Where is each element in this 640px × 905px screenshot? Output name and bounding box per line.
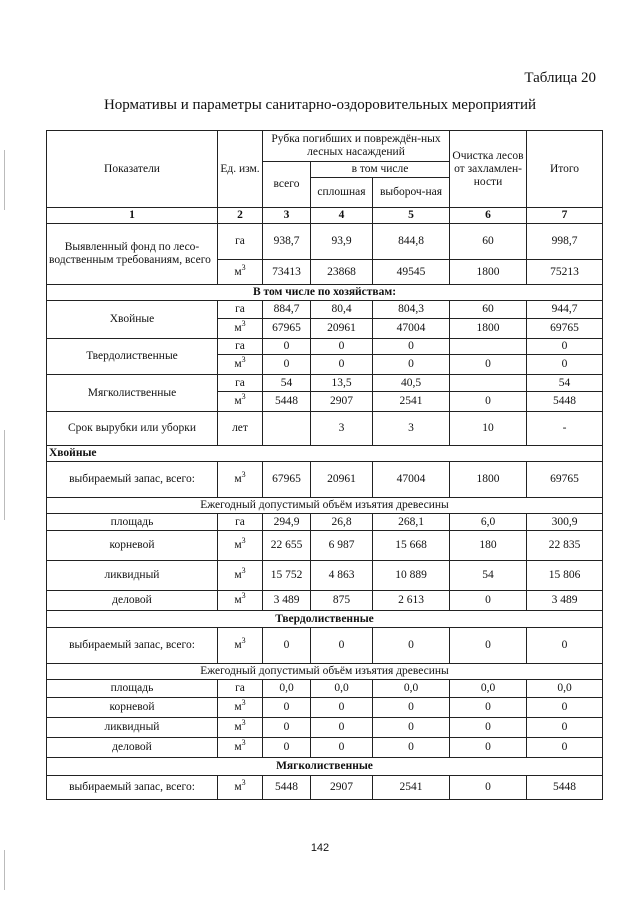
- value-cell: [450, 339, 527, 355]
- value-cell: 0: [373, 738, 450, 758]
- softwood-section-heading: Мягколиственные: [47, 758, 603, 776]
- header-indicator: Показатели: [47, 131, 218, 208]
- value-cell: 0: [373, 698, 450, 718]
- value-cell: 0: [263, 339, 311, 355]
- unit-cell: $м^3$: [218, 718, 263, 738]
- value-cell: 944,7: [527, 301, 603, 319]
- value-cell: 75213: [527, 260, 603, 285]
- value-cell: 67965: [263, 462, 311, 498]
- value-cell: 5448: [263, 392, 311, 412]
- header-total: Итого: [527, 131, 603, 208]
- value-cell: 5448: [263, 776, 311, 800]
- value-cell: 0: [450, 698, 527, 718]
- unit-cell: $м^3$: [218, 776, 263, 800]
- unit-cell: $м^3$: [218, 260, 263, 285]
- unit-cell: га: [218, 514, 263, 531]
- value-cell: 0,0: [450, 680, 527, 698]
- value-cell: 0: [311, 718, 373, 738]
- value-cell: 294,9: [263, 514, 311, 531]
- value-cell: 15 806: [527, 561, 603, 591]
- value-cell: -: [527, 412, 603, 446]
- value-cell: 0: [311, 698, 373, 718]
- value-cell: 268,1: [373, 514, 450, 531]
- value-cell: 20961: [311, 319, 373, 339]
- value-cell: 69765: [527, 319, 603, 339]
- value-cell: 80,4: [311, 301, 373, 319]
- value-cell: 93,9: [311, 224, 373, 260]
- value-cell: 47004: [373, 462, 450, 498]
- unit-cell: $м^3$: [218, 392, 263, 412]
- unit-cell: га: [218, 224, 263, 260]
- value-cell: 60: [450, 301, 527, 319]
- value-cell: 26,8: [311, 514, 373, 531]
- value-cell: 23868: [311, 260, 373, 285]
- value-cell: 0,0: [263, 680, 311, 698]
- value-cell: 0,0: [527, 680, 603, 698]
- value-cell: 2907: [311, 776, 373, 800]
- value-cell: 3 489: [527, 591, 603, 611]
- conifer-section-heading: Хвойные: [47, 446, 603, 462]
- value-cell: 844,8: [373, 224, 450, 260]
- value-cell: 0: [311, 738, 373, 758]
- value-cell: 1800: [450, 319, 527, 339]
- col-number: 4: [311, 208, 373, 224]
- value-cell: 0: [450, 718, 527, 738]
- value-cell: 0: [527, 355, 603, 375]
- value-cell: 0: [450, 392, 527, 412]
- table-title: Нормативы и параметры санитарно-оздоровительных мероприятий: [103, 97, 537, 113]
- value-cell: 3: [311, 412, 373, 446]
- softwood-label: Мягколиственные: [47, 375, 218, 412]
- liquid-label: ликвидный: [47, 561, 218, 591]
- col-number: 1: [47, 208, 218, 224]
- value-cell: 0: [373, 339, 450, 355]
- unit-cell: $м^3$: [218, 355, 263, 375]
- unit-cell: $м^3$: [218, 698, 263, 718]
- value-cell: 0: [527, 698, 603, 718]
- value-cell: 6,0: [450, 514, 527, 531]
- col-number: 5: [373, 208, 450, 224]
- value-cell: 22 655: [263, 531, 311, 561]
- value-cell: 54: [450, 561, 527, 591]
- value-cell: 67965: [263, 319, 311, 339]
- value-cell: 180: [450, 531, 527, 561]
- value-cell: 0: [263, 738, 311, 758]
- unit-cell: га: [218, 301, 263, 319]
- value-cell: 15 752: [263, 561, 311, 591]
- value-cell: 3: [373, 412, 450, 446]
- scan-margin-mark: [4, 150, 5, 210]
- conifer-label: Хвойные: [47, 301, 218, 339]
- root-label: корневой: [47, 531, 218, 561]
- value-cell: 0: [527, 628, 603, 664]
- unit-cell: $м^3$: [218, 561, 263, 591]
- value-cell: 0: [450, 776, 527, 800]
- unit-cell: лет: [218, 412, 263, 446]
- unit-cell: $м^3$: [218, 738, 263, 758]
- col-number: 7: [527, 208, 603, 224]
- value-cell: 0: [373, 628, 450, 664]
- softwood-stock-label: выбираемый запас, всего:: [47, 776, 218, 800]
- value-cell: 5448: [527, 392, 603, 412]
- value-cell: 0: [311, 339, 373, 355]
- unit-cell: $м^3$: [218, 628, 263, 664]
- hardwood-stock-label: выбираемый запас, всего:: [47, 628, 218, 664]
- liquid-label: ликвидный: [47, 718, 218, 738]
- value-cell: 1800: [450, 462, 527, 498]
- area-label: площадь: [47, 680, 218, 698]
- value-cell: 47004: [373, 319, 450, 339]
- value-cell: 0: [263, 698, 311, 718]
- unit-cell: га: [218, 375, 263, 392]
- sanitary-measures-table: [46, 130, 603, 800]
- value-cell: 938,7: [263, 224, 311, 260]
- header-selective: выбороч-ная: [373, 178, 450, 208]
- value-cell: 0: [450, 591, 527, 611]
- value-cell: 0: [527, 718, 603, 738]
- value-cell: 0: [263, 718, 311, 738]
- value-cell: 3 489: [263, 591, 311, 611]
- value-cell: 0,0: [311, 680, 373, 698]
- header-felling: Рубка погибших и повреждён-ных лесных насаждений: [263, 131, 450, 162]
- scan-margin-mark: [4, 850, 5, 890]
- value-cell: 4 863: [311, 561, 373, 591]
- value-cell: 884,7: [263, 301, 311, 319]
- value-cell: 15 668: [373, 531, 450, 561]
- root-label: корневой: [47, 698, 218, 718]
- term-label: Срок вырубки или уборки: [47, 412, 218, 446]
- unit-cell: $м^3$: [218, 591, 263, 611]
- value-cell: [263, 412, 311, 446]
- value-cell: 0: [373, 718, 450, 738]
- value-cell: 300,9: [527, 514, 603, 531]
- annual-volume-heading: Ежегодный допустимый объём изъятия древесины: [47, 664, 603, 680]
- page-number: 142: [310, 842, 330, 854]
- value-cell: 54: [527, 375, 603, 392]
- unit-cell: $м^3$: [218, 531, 263, 561]
- business-label: деловой: [47, 591, 218, 611]
- value-cell: 0: [263, 355, 311, 375]
- header-including: в том числе: [311, 162, 450, 178]
- value-cell: 0,0: [373, 680, 450, 698]
- value-cell: 2 613: [373, 591, 450, 611]
- conifer-stock-label: выбираемый запас, всего:: [47, 462, 218, 498]
- value-cell: 998,7: [527, 224, 603, 260]
- col-number: 2: [218, 208, 263, 224]
- value-cell: 0: [527, 339, 603, 355]
- value-cell: 60: [450, 224, 527, 260]
- header-total-felling: всего: [263, 162, 311, 208]
- value-cell: 10: [450, 412, 527, 446]
- value-cell: 22 835: [527, 531, 603, 561]
- header-cleaning: Очистка лесов от захламлен-ности: [450, 131, 527, 208]
- value-cell: 0: [263, 628, 311, 664]
- value-cell: 69765: [527, 462, 603, 498]
- value-cell: 73413: [263, 260, 311, 285]
- header-unit: Ед. изм.: [218, 131, 263, 208]
- unit-cell: $м^3$: [218, 319, 263, 339]
- value-cell: 2541: [373, 392, 450, 412]
- value-cell: 49545: [373, 260, 450, 285]
- hardwood-label: Твердолиственные: [47, 339, 218, 375]
- business-label: деловой: [47, 738, 218, 758]
- unit-cell: $м^3$: [218, 462, 263, 498]
- col-number: 6: [450, 208, 527, 224]
- scan-margin-mark: [4, 430, 5, 520]
- value-cell: 40,5: [373, 375, 450, 392]
- value-cell: 0: [527, 738, 603, 758]
- value-cell: 0: [450, 355, 527, 375]
- value-cell: 5448: [527, 776, 603, 800]
- value-cell: 54: [263, 375, 311, 392]
- value-cell: 0: [311, 355, 373, 375]
- value-cell: 0: [450, 738, 527, 758]
- table-number: Таблица 20: [524, 70, 596, 86]
- area-label: площадь: [47, 514, 218, 531]
- value-cell: 804,3: [373, 301, 450, 319]
- value-cell: 6 987: [311, 531, 373, 561]
- unit-cell: га: [218, 339, 263, 355]
- value-cell: 10 889: [373, 561, 450, 591]
- col-number: 3: [263, 208, 311, 224]
- hardwood-section-heading: Твердолиственные: [47, 611, 603, 628]
- value-cell: 875: [311, 591, 373, 611]
- value-cell: 0: [311, 628, 373, 664]
- value-cell: 0: [373, 355, 450, 375]
- header-clear: сплошная: [311, 178, 373, 208]
- by-farms-heading: В том числе по хозяйствам:: [47, 285, 603, 301]
- unit-cell: га: [218, 680, 263, 698]
- value-cell: 2541: [373, 776, 450, 800]
- value-cell: 13,5: [311, 375, 373, 392]
- value-cell: [450, 375, 527, 392]
- value-cell: 2907: [311, 392, 373, 412]
- annual-volume-heading: Ежегодный допустимый объём изъятия древесины: [47, 498, 603, 514]
- value-cell: 0: [450, 628, 527, 664]
- value-cell: 1800: [450, 260, 527, 285]
- value-cell: 20961: [311, 462, 373, 498]
- identified-label: Выявленный фонд по лесо-водственным требованиям, всего: [47, 224, 218, 285]
